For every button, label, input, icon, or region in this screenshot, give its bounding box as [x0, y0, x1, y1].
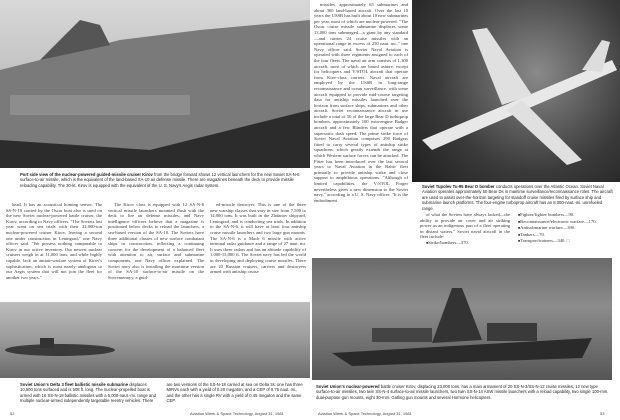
caption-text: displaces 10,500 tons surfaced and is 508 ft. long. The nuclear-propelled boat is armed with 16 SS-N-18 ballistic missiles with a 5,000-naut.-mi. range and multiple nuclear-armed independently targetable reentry vehicles. There are two versions of the SS-N-18 carried at sea on Delta 3s: one has three MIRVs each with a yield of 0.20 megaton, and a CEP of 0.75 naut. mi., and the other has a single RV with a yield of 0.45 megaton and the same CEP.	[20, 382, 303, 404]
cruiser-silhouette	[0, 0, 310, 168]
article-column-right	[314, 2, 408, 256]
kirov-photo-caption	[20, 172, 305, 188]
submarine-silhouette	[0, 302, 310, 378]
caption-lead: Soviet Tupolev Tu-95 Bear D bomber	[422, 184, 495, 189]
article-column-3	[210, 202, 306, 300]
list-item: ■ Fighter/fighter bombers—90.	[518, 212, 610, 219]
article-column-2	[108, 202, 204, 300]
caption-lead: Port side view of the nuclear-powered guided-missile cruiser Kirov	[20, 172, 153, 177]
kirov-battle-cruiser-photo	[312, 258, 612, 380]
caption-text: from the bridge forward shows 12 vertical launchers for the new Soviet SA-N-6 surface-to-air missile, which is the equivalent of the land-based SA-10 air defense missile. There are magazines beneath the deck to provide missile reloading capability. The 30-kt. Kirov is equipped with the equivalent of the U. S. Navy's Aegis radar system.	[20, 172, 300, 188]
list-item: ■ Tankers—70.	[518, 232, 610, 239]
article-column-right-2	[420, 212, 510, 247]
column-text: of what the Soviets have always lacked—the ability to provide air cover and air striking power as an indigenous part of a fleet operating in distant waters." Soviet naval aircraft in the fleet include:	[420, 212, 510, 240]
column-text: ed-missile destroyer. This is one of the three new warship classes that vary in size from 7,500 to 14,000 tons. It was built in the Zhdanov shipyard, Leningrad, and is conducting sea trials. In addition to the SA-N-6, it will have at least four antiship cruise missile launchers and two large gun mounts. The SA-N-6 is a Mach 6 missile with active terminal radar guidance and a range of 27 naut. mi. It uses three radars and has an altitude capability of 1,000-15,000 ft. The Soviet navy has led the world in developing and deploying cruise missiles. There are 20 Russian cruisers, carriers and destroyers armed with antiship cruise	[210, 202, 306, 275]
kirov-port-side-photo	[0, 0, 310, 168]
caption-text: battle cruiser Kirov, displacing 23,000 tons, has a main armament of 20 SS-N-3/SS-N-12 cruise missiles, 12 new type surface-to-air missiles, two twin SS-N-4 surface-to-air missile launchers, two twin SS-N-14 ASW missile launchers with a reload capability, two single 100-mm. dual-purpose gun mounts, eight 30-mm. Gatling gun mounts and several Hormone helicopters.	[316, 384, 609, 400]
caption-text: conducts operations over the Atlantic Ocean. Soviet Naval Aviation operates approximately 50 Bear Ds in maritime surveillance/reconnaissance roles. The aircraft are used to assist over-the-horizon targeting for standoff cruise missiles fired by surface ship and submarine launch platforms. The four-engine turboprop aircraft has an 8,000-naut.-mi. unrefueled range.	[422, 184, 613, 211]
kirov-cruiser-caption	[316, 384, 612, 400]
aircraft-list-a	[420, 240, 510, 247]
delta-3-submarine-photo	[0, 302, 310, 378]
list-item: ■ Antisubmarine warfare—390.	[518, 225, 610, 232]
column-text: missiles, approximately 65 submarines and about 300 land-based aircraft. Over the last 10 years the USSR has built about 10 new submarines per year, most of which are nuclear-powered. "The Oscar cruise missile submarine displaces some 13,000 tons submerged—a giant by any standard—and carries 24 cruise missiles with an operational range in excess of 250 naut. mi.," one Navy officer said. Soviet Naval Aviation is operated with three regiments assigned to each of the four fleets. The naval air arm consists of 1,300 aircraft, most of which are based ashore, except for helicopters and V/STOL aircraft that operate from Kiev-class carriers. Naval aircraft are employed by the USSR in long-range reconnaissance and ocean surveillance, with some aircraft equipped to provide mid-course targeting data for antiship missiles launched over the horizon from surface ships, submarines and other aircraft. Soviet reconnaissance aircraft in use include a total of 50 of the large Bear D turboprop bombers, approximately 100 twin-engine Badger aircraft and a few Blinders that operate with a supersonic dash speed. The prime strike force of Soviet Naval Aviation comprises 290 Badgers fitted to carry several types of antiship strike squadrons, which greatly extends the range at which Western surface forces can be attacked. The Fitter has been introduced over the last several years to Naval Aviation in the Baltic fleet primarily to provide antiship strike and close support to amphibious operations. "Although of limited capabilities, the V/STOL Forger nevertheless gives a new dimension to the Soviet navy," according to a U. S. Navy officer. "It is the embodiment	[314, 2, 408, 203]
footer-right: Aviation Week & Space Technology, August 31, 1981	[318, 411, 412, 416]
battle-cruiser-silhouette	[312, 258, 612, 380]
column-text: head. It has an acoustical homing sensor. The SS-N-19 carried by the Oscar boat also is used on the new Soviet nuclear-powered battle cruiser, the Kirov, according to Navy officers. "The Soviets last year went on sea trials with their 22,000-ton nuclear-powered cruiser Kirov, leaving a second one under construction in Leningrad," one Navy officer said. "We possess nothing comparable to Kirov in our active inventory. Our newest nuclear cruisers weigh in at 11,000 tons, and while highly capable, lack an antiair-warfare system of Kirov's sophistication, which is most nearly analogous to our Aegis system that will not join the fleet for another two years."	[6, 202, 102, 280]
caption-lead: Soviet Union's Delta 3 fleet ballistic missile submarine	[20, 382, 129, 387]
page-number-right: 53	[600, 411, 605, 416]
list-item: ■ Reconnaissance/electronic warfare—170.	[518, 219, 610, 226]
list-item: ■ Strike/bombers—370.	[420, 240, 510, 247]
submarine-caption	[20, 382, 305, 404]
list-item: ■ Transport/trainers—340. □	[518, 238, 610, 245]
bear-bomber-caption	[422, 184, 614, 211]
caption-lead: Soviet Union's nuclear-powered	[316, 384, 380, 389]
column-text: The Kirov class is equipped with 12 SA-N-6 vertical missile launchers mounted flush with the deck to fire air defense missiles, and Navy intelligence officers believe that a magazine is positioned below decks to reload the launchers, a sea-based version of the SA-10. The Soviets have three additional classes of new surface combatant ships in construction, reflecting a continuing concern for the development of a balanced fleet with attention to air, surface and submarine components, one Navy officer explained. The Soviet navy also is installing the maritime version of the SA-10 surface-to-air missile on the Sovremennyy, a guid-	[108, 202, 204, 280]
bomber-silhouette	[412, 0, 620, 182]
aircraft-list	[518, 212, 610, 245]
footer-left: Aviation Week & Space Technology, August 31, 1981	[190, 411, 284, 416]
article-column-1	[6, 202, 102, 300]
bear-d-bomber-photo	[412, 0, 620, 182]
page-number-left: 52	[10, 411, 15, 416]
